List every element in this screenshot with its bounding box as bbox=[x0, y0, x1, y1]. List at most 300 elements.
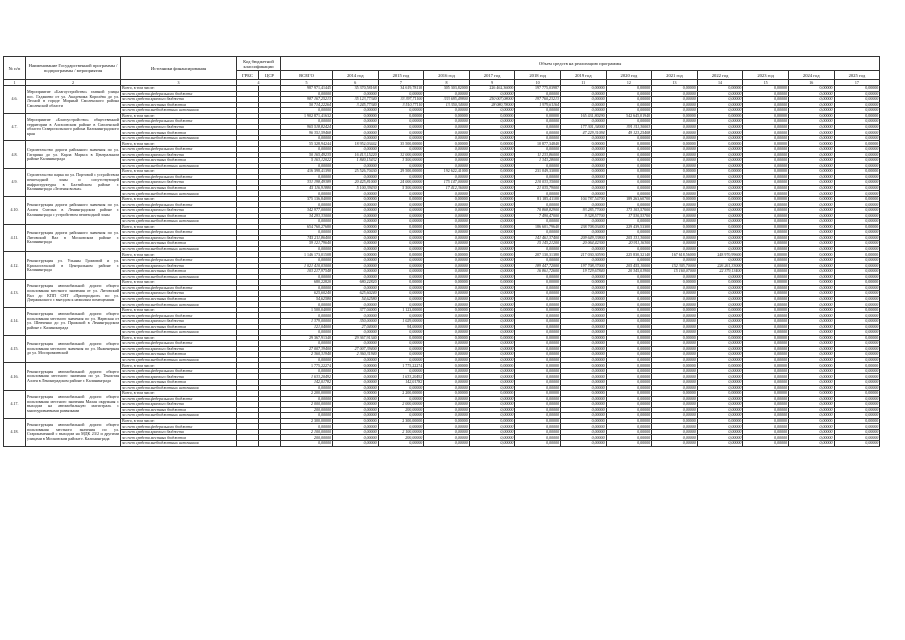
year-value-cell: 0,00000 bbox=[560, 274, 606, 280]
year-value-cell: 0,00000 bbox=[788, 429, 834, 435]
header-column-number: 11 bbox=[560, 80, 606, 86]
year-value-cell: 0,00000 bbox=[743, 202, 789, 208]
year-value-cell: 0,00000 bbox=[560, 341, 606, 347]
funding-source-label: за счет средств местных бюджетов bbox=[121, 407, 237, 413]
year-value-cell: 0,00000 bbox=[424, 352, 470, 358]
year-value-cell: 49 123,25408 bbox=[606, 130, 652, 136]
total-value-cell: 0,00000 bbox=[281, 285, 333, 291]
year-value-cell: 24 000,00000 bbox=[378, 180, 424, 186]
year-value-cell: 0,00000 bbox=[560, 418, 606, 424]
year-value-cell: 0,00000 bbox=[560, 318, 606, 324]
year-value-cell: 0,00000 bbox=[515, 163, 561, 169]
year-value-cell: 0,00000 bbox=[469, 368, 515, 374]
year-value-cell: 0,00000 bbox=[333, 407, 379, 413]
year-value-cell: 0,00000 bbox=[788, 108, 834, 114]
year-value-cell: 197 775,03987 bbox=[515, 86, 561, 92]
year-value-cell: 0,00000 bbox=[469, 91, 515, 97]
year-value-cell: 0,00000 bbox=[424, 391, 470, 397]
year-value-cell: 0,00000 bbox=[560, 424, 606, 430]
year-value-cell: 0,00000 bbox=[378, 352, 424, 358]
year-value-cell: 0,00000 bbox=[424, 202, 470, 208]
year-value-cell: 0,00000 bbox=[469, 130, 515, 136]
year-value-cell: 0,00000 bbox=[652, 230, 698, 236]
year-value-cell: 0,00000 bbox=[469, 424, 515, 430]
funding-source-label: за счет средств местных бюджетов bbox=[121, 269, 237, 275]
year-value-cell: 0,00000 bbox=[606, 285, 652, 291]
year-value-cell: 0,00000 bbox=[515, 191, 561, 197]
year-value-cell: 0,00000 bbox=[424, 224, 470, 230]
year-value-cell: 0,00000 bbox=[424, 374, 470, 380]
year-value-cell: 0,00000 bbox=[469, 280, 515, 286]
year-value-cell: 0,00000 bbox=[834, 429, 880, 435]
year-value-cell: 0,00000 bbox=[606, 141, 652, 147]
year-value-cell: 0,00000 bbox=[834, 169, 880, 175]
year-value-cell: 0,00000 bbox=[652, 357, 698, 363]
year-value-cell: 0,00000 bbox=[515, 374, 561, 380]
measure-name: Мероприятие «Благоустройство» общественной территории в Алгасовском районе в Смоленской области Ставропольского района Калининградского края bbox=[26, 113, 121, 141]
year-value-cell: 0,00000 bbox=[515, 147, 561, 153]
year-value-cell: 0,00000 bbox=[834, 208, 880, 214]
year-value-cell: 0,00000 bbox=[469, 191, 515, 197]
year-value-cell: 0,00000 bbox=[788, 158, 834, 164]
year-value-cell: 0,00000 bbox=[606, 163, 652, 169]
year-value-cell: 0,00000 bbox=[469, 429, 515, 435]
year-value-cell: 0,00000 bbox=[834, 174, 880, 180]
year-value-cell: 0,00000 bbox=[333, 330, 379, 336]
total-value-cell: 1 500,04000 bbox=[281, 307, 333, 313]
funding-source-label: за счет средств внебюджетных источников bbox=[121, 219, 237, 225]
header-year: 2014 год bbox=[333, 71, 379, 80]
year-value-cell: 0,00000 bbox=[743, 285, 789, 291]
header-column-number: 16 bbox=[788, 80, 834, 86]
year-value-cell: 1 840,15432 bbox=[333, 158, 379, 164]
year-value-cell: 0,00000 bbox=[469, 324, 515, 330]
year-value-cell: 0,00000 bbox=[834, 341, 880, 347]
year-value-cell: 0,00000 bbox=[469, 285, 515, 291]
year-value-cell: 0,00000 bbox=[469, 407, 515, 413]
year-value-cell: 0,00000 bbox=[606, 246, 652, 252]
year-value-cell: 0,00000 bbox=[697, 180, 743, 186]
year-value-cell: 0,00000 bbox=[743, 208, 789, 214]
year-value-cell: 5 100,39430 bbox=[333, 185, 379, 191]
year-value-cell: 0,00000 bbox=[560, 368, 606, 374]
year-value-cell: 2 100,00000 bbox=[378, 429, 424, 435]
row-number: 4.9. bbox=[4, 169, 26, 197]
total-value-cell: 27 007,39400 bbox=[281, 346, 333, 352]
funding-source-label: за счет средств внебюджетных источников bbox=[121, 385, 237, 391]
year-value-cell: 0,00000 bbox=[515, 91, 561, 97]
year-value-cell: 0,00000 bbox=[834, 252, 880, 258]
year-value-cell: 0,00000 bbox=[788, 246, 834, 252]
year-value-cell: 0,00000 bbox=[333, 374, 379, 380]
year-value-cell: 0,00000 bbox=[743, 407, 789, 413]
funding-source-label: Всего, в том числе: bbox=[121, 418, 237, 424]
year-value-cell: 0,00000 bbox=[424, 191, 470, 197]
year-value-cell: 0,00000 bbox=[515, 257, 561, 263]
year-value-cell: 0,00000 bbox=[424, 379, 470, 385]
year-value-cell: 2 300,00000 bbox=[378, 418, 424, 424]
year-value-cell: 0,00000 bbox=[652, 108, 698, 114]
year-value-cell: 0,00000 bbox=[606, 407, 652, 413]
year-value-cell: 0,00000 bbox=[424, 130, 470, 136]
year-value-cell: 0,00000 bbox=[652, 318, 698, 324]
year-value-cell: 0,00000 bbox=[697, 102, 743, 108]
funding-source-label: Всего, в том числе: bbox=[121, 196, 237, 202]
year-value-cell: 0,00000 bbox=[560, 352, 606, 358]
year-value-cell: 0,00000 bbox=[560, 313, 606, 319]
year-value-cell: 0,00000 bbox=[697, 257, 743, 263]
year-value-cell: 0,00000 bbox=[515, 202, 561, 208]
header-year: 2020 год bbox=[606, 71, 652, 80]
year-value-cell: 0,00000 bbox=[606, 274, 652, 280]
year-value-cell: 680,22820 bbox=[333, 280, 379, 286]
year-value-cell: 0,00000 bbox=[652, 141, 698, 147]
year-value-cell: 0,00000 bbox=[834, 330, 880, 336]
year-value-cell: 104 787,54700 bbox=[560, 196, 606, 202]
total-value-cell: 0,00000 bbox=[281, 368, 333, 374]
year-value-cell: 0,00000 bbox=[652, 119, 698, 125]
funding-source-label: за счет средств федерального бюджета bbox=[121, 91, 237, 97]
year-value-cell: 0,00000 bbox=[606, 280, 652, 286]
total-value-cell: 142,01782 bbox=[281, 379, 333, 385]
year-value-cell: 47 229,31094 bbox=[560, 130, 606, 136]
year-value-cell: 0,00000 bbox=[378, 246, 424, 252]
year-value-cell: 0,00000 bbox=[469, 174, 515, 180]
year-value-cell: 0,00000 bbox=[743, 296, 789, 302]
header-column-number: 14 bbox=[697, 80, 743, 86]
year-value-cell: 0,00000 bbox=[652, 196, 698, 202]
year-value-cell: 0,00000 bbox=[697, 374, 743, 380]
year-value-cell: 0,00000 bbox=[834, 418, 880, 424]
year-value-cell: 0,00000 bbox=[424, 147, 470, 153]
year-value-cell: 0,00000 bbox=[834, 435, 880, 441]
year-value-cell: 0,00000 bbox=[606, 152, 652, 158]
year-value-cell: 0,00000 bbox=[834, 235, 880, 241]
year-value-cell: 0,00000 bbox=[606, 396, 652, 402]
funding-source-label: за счет средств местных бюджетов bbox=[121, 241, 237, 247]
year-value-cell: 333 695,49800 bbox=[424, 97, 470, 103]
year-value-cell: 0,00000 bbox=[743, 357, 789, 363]
measure-name: Строительство парка по ул. Портовой с устройством пешеходной зоны и сопутствующей инфраструктуры в Балтийском районе г. Калининграда «Зеленая волна» bbox=[26, 169, 121, 197]
year-value-cell: 0,00000 bbox=[560, 396, 606, 402]
year-value-cell: 0,00000 bbox=[606, 108, 652, 114]
year-value-cell: 0,00000 bbox=[515, 302, 561, 308]
year-value-cell: 0,00000 bbox=[469, 379, 515, 385]
year-value-cell: 0,00000 bbox=[652, 352, 698, 358]
year-value-cell: 0,00000 bbox=[424, 269, 470, 275]
year-value-cell: 0,00000 bbox=[834, 363, 880, 369]
measure-name: Реконструкция дороги районного значения по ул. Литовский Вал в Московском районе г. Калининграда bbox=[26, 224, 121, 252]
year-value-cell: 0,00000 bbox=[333, 224, 379, 230]
year-value-cell: 0,00000 bbox=[515, 119, 561, 125]
year-value-cell: 0,00000 bbox=[333, 341, 379, 347]
year-value-cell: 391 311,30003 bbox=[606, 124, 652, 130]
year-value-cell: 0,00000 bbox=[378, 330, 424, 336]
year-value-cell: 0,00000 bbox=[333, 402, 379, 408]
year-value-cell: 189 263,60700 bbox=[606, 196, 652, 202]
year-value-cell: 0,00000 bbox=[515, 385, 561, 391]
total-value-cell: 96 351,59468 bbox=[281, 130, 333, 136]
year-value-cell: 0,00000 bbox=[378, 235, 424, 241]
year-value-cell: 0,00000 bbox=[788, 174, 834, 180]
funding-source-label: Всего, в том числе: bbox=[121, 224, 237, 230]
year-value-cell: 0,00000 bbox=[469, 224, 515, 230]
header-column-number: 1 bbox=[4, 80, 26, 86]
year-value-cell: 0,00000 bbox=[378, 124, 424, 130]
year-value-cell: 0,00000 bbox=[333, 174, 379, 180]
year-value-cell: 0,00000 bbox=[743, 313, 789, 319]
header-year: 2019 год bbox=[560, 71, 606, 80]
year-value-cell: 0,00000 bbox=[424, 285, 470, 291]
year-value-cell: 18 952,03442 bbox=[333, 141, 379, 147]
year-value-cell: 0,00000 bbox=[515, 108, 561, 114]
year-value-cell: 0,00000 bbox=[788, 291, 834, 297]
year-value-cell: 0,00000 bbox=[560, 280, 606, 286]
year-value-cell: 0,00000 bbox=[743, 174, 789, 180]
year-value-cell: 0,00000 bbox=[834, 346, 880, 352]
year-value-cell: 0,00000 bbox=[515, 429, 561, 435]
year-value-cell: 0,00000 bbox=[788, 252, 834, 258]
year-value-cell: 0,00000 bbox=[652, 113, 698, 119]
year-value-cell: 0,00000 bbox=[378, 130, 424, 136]
total-value-cell: 0,00000 bbox=[281, 191, 333, 197]
year-value-cell: 0,00000 bbox=[788, 169, 834, 175]
year-value-cell: 1 775,22274 bbox=[378, 363, 424, 369]
year-value-cell: 0,00000 bbox=[378, 191, 424, 197]
year-value-cell: 29 500,00000 bbox=[378, 169, 424, 175]
year-value-cell: 0,00000 bbox=[697, 191, 743, 197]
year-value-cell: 350,00000 bbox=[333, 318, 379, 324]
year-value-cell: 0,00000 bbox=[652, 435, 698, 441]
measure-name: Реконструкция автомобильной дороги общего пользования местного значения Малая окружная с выходом на автомобильную магистраль с многоуровневыми развязками bbox=[26, 391, 121, 419]
year-value-cell: 0,00000 bbox=[743, 241, 789, 247]
header-column-number: 8 bbox=[424, 80, 470, 86]
year-value-cell: 0,00000 bbox=[743, 263, 789, 269]
year-value-cell: 0,00000 bbox=[560, 257, 606, 263]
year-value-cell: 0,00000 bbox=[788, 163, 834, 169]
total-value-cell: 375 136,84000 bbox=[281, 196, 333, 202]
year-value-cell: 0,00000 bbox=[333, 302, 379, 308]
total-value-cell: 0,00000 bbox=[281, 119, 333, 125]
year-value-cell: 0,00000 bbox=[743, 252, 789, 258]
year-value-cell: 0,00000 bbox=[515, 307, 561, 313]
year-value-cell: 0,00000 bbox=[743, 141, 789, 147]
total-value-cell: 5 163,12022 bbox=[281, 158, 333, 164]
year-value-cell: 238 708,03400 bbox=[560, 224, 606, 230]
year-value-cell: 0,00000 bbox=[515, 407, 561, 413]
total-value-cell: 0,00000 bbox=[281, 147, 333, 153]
year-value-cell: 0,00000 bbox=[697, 363, 743, 369]
year-value-cell: 0,00000 bbox=[834, 202, 880, 208]
year-value-cell: 0,00000 bbox=[652, 152, 698, 158]
year-value-cell: 0,00000 bbox=[378, 357, 424, 363]
year-value-cell: 0,00000 bbox=[834, 352, 880, 358]
year-value-cell: 0,00000 bbox=[743, 219, 789, 225]
year-value-cell: 0,00000 bbox=[834, 180, 880, 186]
year-value-cell: 0,00000 bbox=[606, 102, 652, 108]
year-value-cell: 377,04000 bbox=[333, 307, 379, 313]
year-value-cell: 0,00000 bbox=[333, 91, 379, 97]
year-value-cell: 0,00000 bbox=[697, 185, 743, 191]
year-value-cell: 0,00000 bbox=[560, 147, 606, 153]
year-value-cell: 226 261,33000 bbox=[697, 263, 743, 269]
year-value-cell: 0,00000 bbox=[515, 418, 561, 424]
header-column-number: 5 bbox=[281, 80, 333, 86]
year-value-cell: 0,00000 bbox=[378, 230, 424, 236]
year-value-cell: 0,00000 bbox=[697, 274, 743, 280]
header-csr: ЦСР bbox=[259, 71, 281, 80]
year-value-cell: 0,00000 bbox=[743, 324, 789, 330]
year-value-cell: 0,00000 bbox=[560, 246, 606, 252]
year-value-cell: 167 618,56000 bbox=[652, 252, 698, 258]
year-value-cell: 0,00000 bbox=[333, 257, 379, 263]
total-value-cell: 1 379,00000 bbox=[281, 318, 333, 324]
year-value-cell: 0,00000 bbox=[697, 413, 743, 419]
year-value-cell: 0,00000 bbox=[560, 152, 606, 158]
row-number: 4.7. bbox=[4, 113, 26, 141]
year-value-cell: 0,00000 bbox=[834, 302, 880, 308]
funding-source-label: за счет средств краевого бюджета bbox=[121, 291, 237, 297]
year-value-cell: 0,00000 bbox=[560, 441, 606, 447]
year-value-cell: 0,00000 bbox=[834, 441, 880, 447]
total-value-cell: 0,00000 bbox=[281, 135, 333, 141]
year-value-cell: 0,00000 bbox=[333, 202, 379, 208]
year-value-cell: 0,00000 bbox=[697, 119, 743, 125]
total-value-cell: 2 200,00000 bbox=[281, 391, 333, 397]
table-body bbox=[4, 86, 880, 447]
year-value-cell: 0,00000 bbox=[469, 169, 515, 175]
year-value-cell: 0,00000 bbox=[424, 208, 470, 214]
total-value-cell: 34 293,33000 bbox=[281, 213, 333, 219]
year-value-cell: 0,00000 bbox=[469, 269, 515, 275]
header-column-number: 13 bbox=[652, 80, 698, 86]
year-value-cell: 2 360,31940 bbox=[333, 352, 379, 358]
total-value-cell: 0,00000 bbox=[281, 230, 333, 236]
funding-source-label: за счет средств федерального бюджета bbox=[121, 424, 237, 430]
year-value-cell: 0,00000 bbox=[469, 346, 515, 352]
year-value-cell: 0,00000 bbox=[560, 169, 606, 175]
year-value-cell: 0,00000 bbox=[606, 191, 652, 197]
year-value-cell: 0,00000 bbox=[652, 274, 698, 280]
row-number: 4.15. bbox=[4, 335, 26, 363]
year-value-cell: 0,00000 bbox=[606, 352, 652, 358]
year-value-cell: 0,00000 bbox=[560, 230, 606, 236]
year-value-cell: 0,00000 bbox=[424, 324, 470, 330]
total-value-cell: 0,00000 bbox=[281, 441, 333, 447]
year-value-cell: 0,00000 bbox=[834, 385, 880, 391]
year-value-cell: 0,00000 bbox=[652, 296, 698, 302]
header-year: 2024 год bbox=[788, 71, 834, 80]
year-value-cell: 0,00000 bbox=[333, 119, 379, 125]
year-value-cell: 1 123,00000 bbox=[378, 307, 424, 313]
year-value-cell: 0,00000 bbox=[743, 335, 789, 341]
year-value-cell: 0,00000 bbox=[652, 219, 698, 225]
year-value-cell: 186 601,79640 bbox=[515, 224, 561, 230]
year-value-cell: 19 729,67840 bbox=[560, 269, 606, 275]
year-value-cell: 1 343,28000 bbox=[515, 158, 561, 164]
year-value-cell: 0,00000 bbox=[697, 418, 743, 424]
year-value-cell: 0,00000 bbox=[652, 418, 698, 424]
year-value-cell: 0,00000 bbox=[697, 429, 743, 435]
year-value-cell: 0,00000 bbox=[333, 113, 379, 119]
year-value-cell: 0,00000 bbox=[788, 147, 834, 153]
funding-source-label: за счет средств внебюджетных источников bbox=[121, 135, 237, 141]
year-value-cell: 0,00000 bbox=[469, 119, 515, 125]
header-year: 2023 год bbox=[743, 71, 789, 80]
year-value-cell: 0,00000 bbox=[697, 302, 743, 308]
year-value-cell: 0,00000 bbox=[652, 341, 698, 347]
funding-source-label: за счет средств местных бюджетов bbox=[121, 185, 237, 191]
header-column-number: 9 bbox=[469, 80, 515, 86]
year-value-cell: 0,00000 bbox=[469, 135, 515, 141]
year-value-cell: 0,00000 bbox=[333, 269, 379, 275]
year-value-cell: 0,00000 bbox=[515, 402, 561, 408]
year-value-cell: 0,00000 bbox=[697, 130, 743, 136]
year-value-cell: 0,00000 bbox=[743, 246, 789, 252]
year-value-cell: 0,00000 bbox=[606, 368, 652, 374]
year-value-cell: 177 301,34000 bbox=[560, 124, 606, 130]
row-number: 4.6. bbox=[4, 86, 26, 114]
year-value-cell: 0,00000 bbox=[652, 169, 698, 175]
year-value-cell: 0,00000 bbox=[424, 402, 470, 408]
year-value-cell: 0,00000 bbox=[788, 352, 834, 358]
year-value-cell: 0,00000 bbox=[560, 379, 606, 385]
funding-source-label: за счет средств федерального бюджета bbox=[121, 396, 237, 402]
year-value-cell: 200,00000 bbox=[378, 407, 424, 413]
year-value-cell: 0,00000 bbox=[515, 219, 561, 225]
header-column-number: 10 bbox=[515, 80, 561, 86]
year-value-cell: 0,00000 bbox=[743, 119, 789, 125]
year-value-cell: 192 622,41000 bbox=[424, 169, 470, 175]
year-value-cell: 0,00000 bbox=[606, 147, 652, 153]
year-value-cell: 0,00000 bbox=[424, 418, 470, 424]
total-value-cell: 654 760,27680 bbox=[281, 224, 333, 230]
total-value-cell: 0,00000 bbox=[281, 313, 333, 319]
funding-source-label: за счет средств внебюджетных источников bbox=[121, 246, 237, 252]
year-value-cell: 0,00000 bbox=[333, 135, 379, 141]
year-value-cell: 0,00000 bbox=[834, 185, 880, 191]
year-value-cell: 0,00000 bbox=[424, 346, 470, 352]
year-value-cell: 15 145,21200 bbox=[515, 241, 561, 247]
year-value-cell: 0,00000 bbox=[788, 113, 834, 119]
year-value-cell: 0,00000 bbox=[743, 302, 789, 308]
year-value-cell: 0,00000 bbox=[697, 280, 743, 286]
year-value-cell: 0,00000 bbox=[424, 302, 470, 308]
year-value-cell: 0,00000 bbox=[560, 119, 606, 125]
year-value-cell: 0,00000 bbox=[652, 180, 698, 186]
year-value-cell: 0,00000 bbox=[378, 441, 424, 447]
total-value-cell: 1 021 410,03000 bbox=[281, 263, 333, 269]
year-value-cell: 21 035,79000 bbox=[515, 185, 561, 191]
year-value-cell: 0,00000 bbox=[743, 291, 789, 297]
year-value-cell: 0,00000 bbox=[515, 363, 561, 369]
year-value-cell: 0,00000 bbox=[697, 379, 743, 385]
year-value-cell: 0,00000 bbox=[378, 280, 424, 286]
year-value-cell: 94,00000 bbox=[378, 324, 424, 330]
total-value-cell: 0,00000 bbox=[281, 202, 333, 208]
year-value-cell: 0,00000 bbox=[560, 163, 606, 169]
year-value-cell: 20 345,01900 bbox=[606, 269, 652, 275]
year-value-cell: 0,00000 bbox=[743, 97, 789, 103]
year-value-cell: 0,00000 bbox=[469, 252, 515, 258]
year-value-cell: 0,00000 bbox=[788, 263, 834, 269]
year-value-cell: 0,00000 bbox=[834, 335, 880, 341]
year-value-cell: 0,00000 bbox=[333, 213, 379, 219]
year-value-cell: 0,00000 bbox=[652, 97, 698, 103]
financing-table-sheet bbox=[3, 56, 879, 447]
funding-source-label: за счет средств краевого бюджета bbox=[121, 124, 237, 130]
row-number: 4.13. bbox=[4, 280, 26, 308]
